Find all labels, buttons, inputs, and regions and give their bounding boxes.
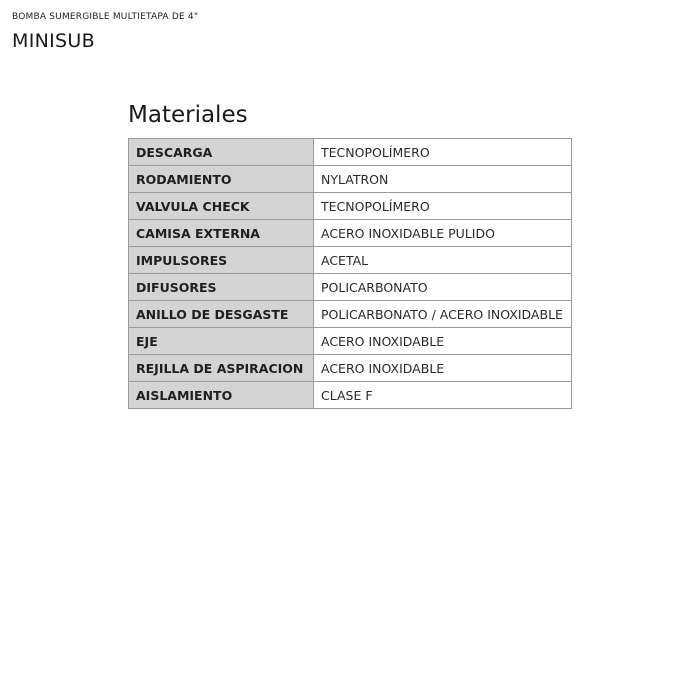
materials-table bbox=[128, 138, 572, 409]
material-cell: POLICARBONATO bbox=[314, 274, 572, 301]
component-cell: CAMISA EXTERNA bbox=[129, 220, 314, 247]
component-cell: VALVULA CHECK bbox=[129, 193, 314, 220]
table-row bbox=[129, 301, 572, 328]
material-cell: TECNOPOLÍMERO bbox=[314, 139, 572, 166]
material-cell: TECNOPOLÍMERO bbox=[314, 193, 572, 220]
table-row bbox=[129, 274, 572, 301]
table-row bbox=[129, 355, 572, 382]
component-cell: AISLAMIENTO bbox=[129, 382, 314, 409]
product-subtitle: BOMBA SUMERGIBLE MULTIETAPA DE 4" bbox=[12, 12, 199, 22]
material-cell: CLASE F bbox=[314, 382, 572, 409]
material-cell: NYLATRON bbox=[314, 166, 572, 193]
component-cell: ANILLO DE DESGASTE bbox=[129, 301, 314, 328]
table-row bbox=[129, 139, 572, 166]
section-title: Materiales bbox=[128, 102, 248, 128]
table-row bbox=[129, 166, 572, 193]
component-cell: RODAMIENTO bbox=[129, 166, 314, 193]
component-cell: REJILLA DE ASPIRACION bbox=[129, 355, 314, 382]
material-cell: ACERO INOXIDABLE bbox=[314, 355, 572, 382]
table-row bbox=[129, 193, 572, 220]
material-cell: POLICARBONATO / ACERO INOXIDABLE bbox=[314, 301, 572, 328]
table-row bbox=[129, 247, 572, 274]
component-cell: DIFUSORES bbox=[129, 274, 314, 301]
material-cell: ACETAL bbox=[314, 247, 572, 274]
product-name: MINISUB bbox=[12, 30, 95, 52]
component-cell: DESCARGA bbox=[129, 139, 314, 166]
table-row bbox=[129, 328, 572, 355]
component-cell: IMPULSORES bbox=[129, 247, 314, 274]
material-cell: ACERO INOXIDABLE PULIDO bbox=[314, 220, 572, 247]
component-cell: EJE bbox=[129, 328, 314, 355]
table-row bbox=[129, 382, 572, 409]
material-cell: ACERO INOXIDABLE bbox=[314, 328, 572, 355]
table-row bbox=[129, 220, 572, 247]
